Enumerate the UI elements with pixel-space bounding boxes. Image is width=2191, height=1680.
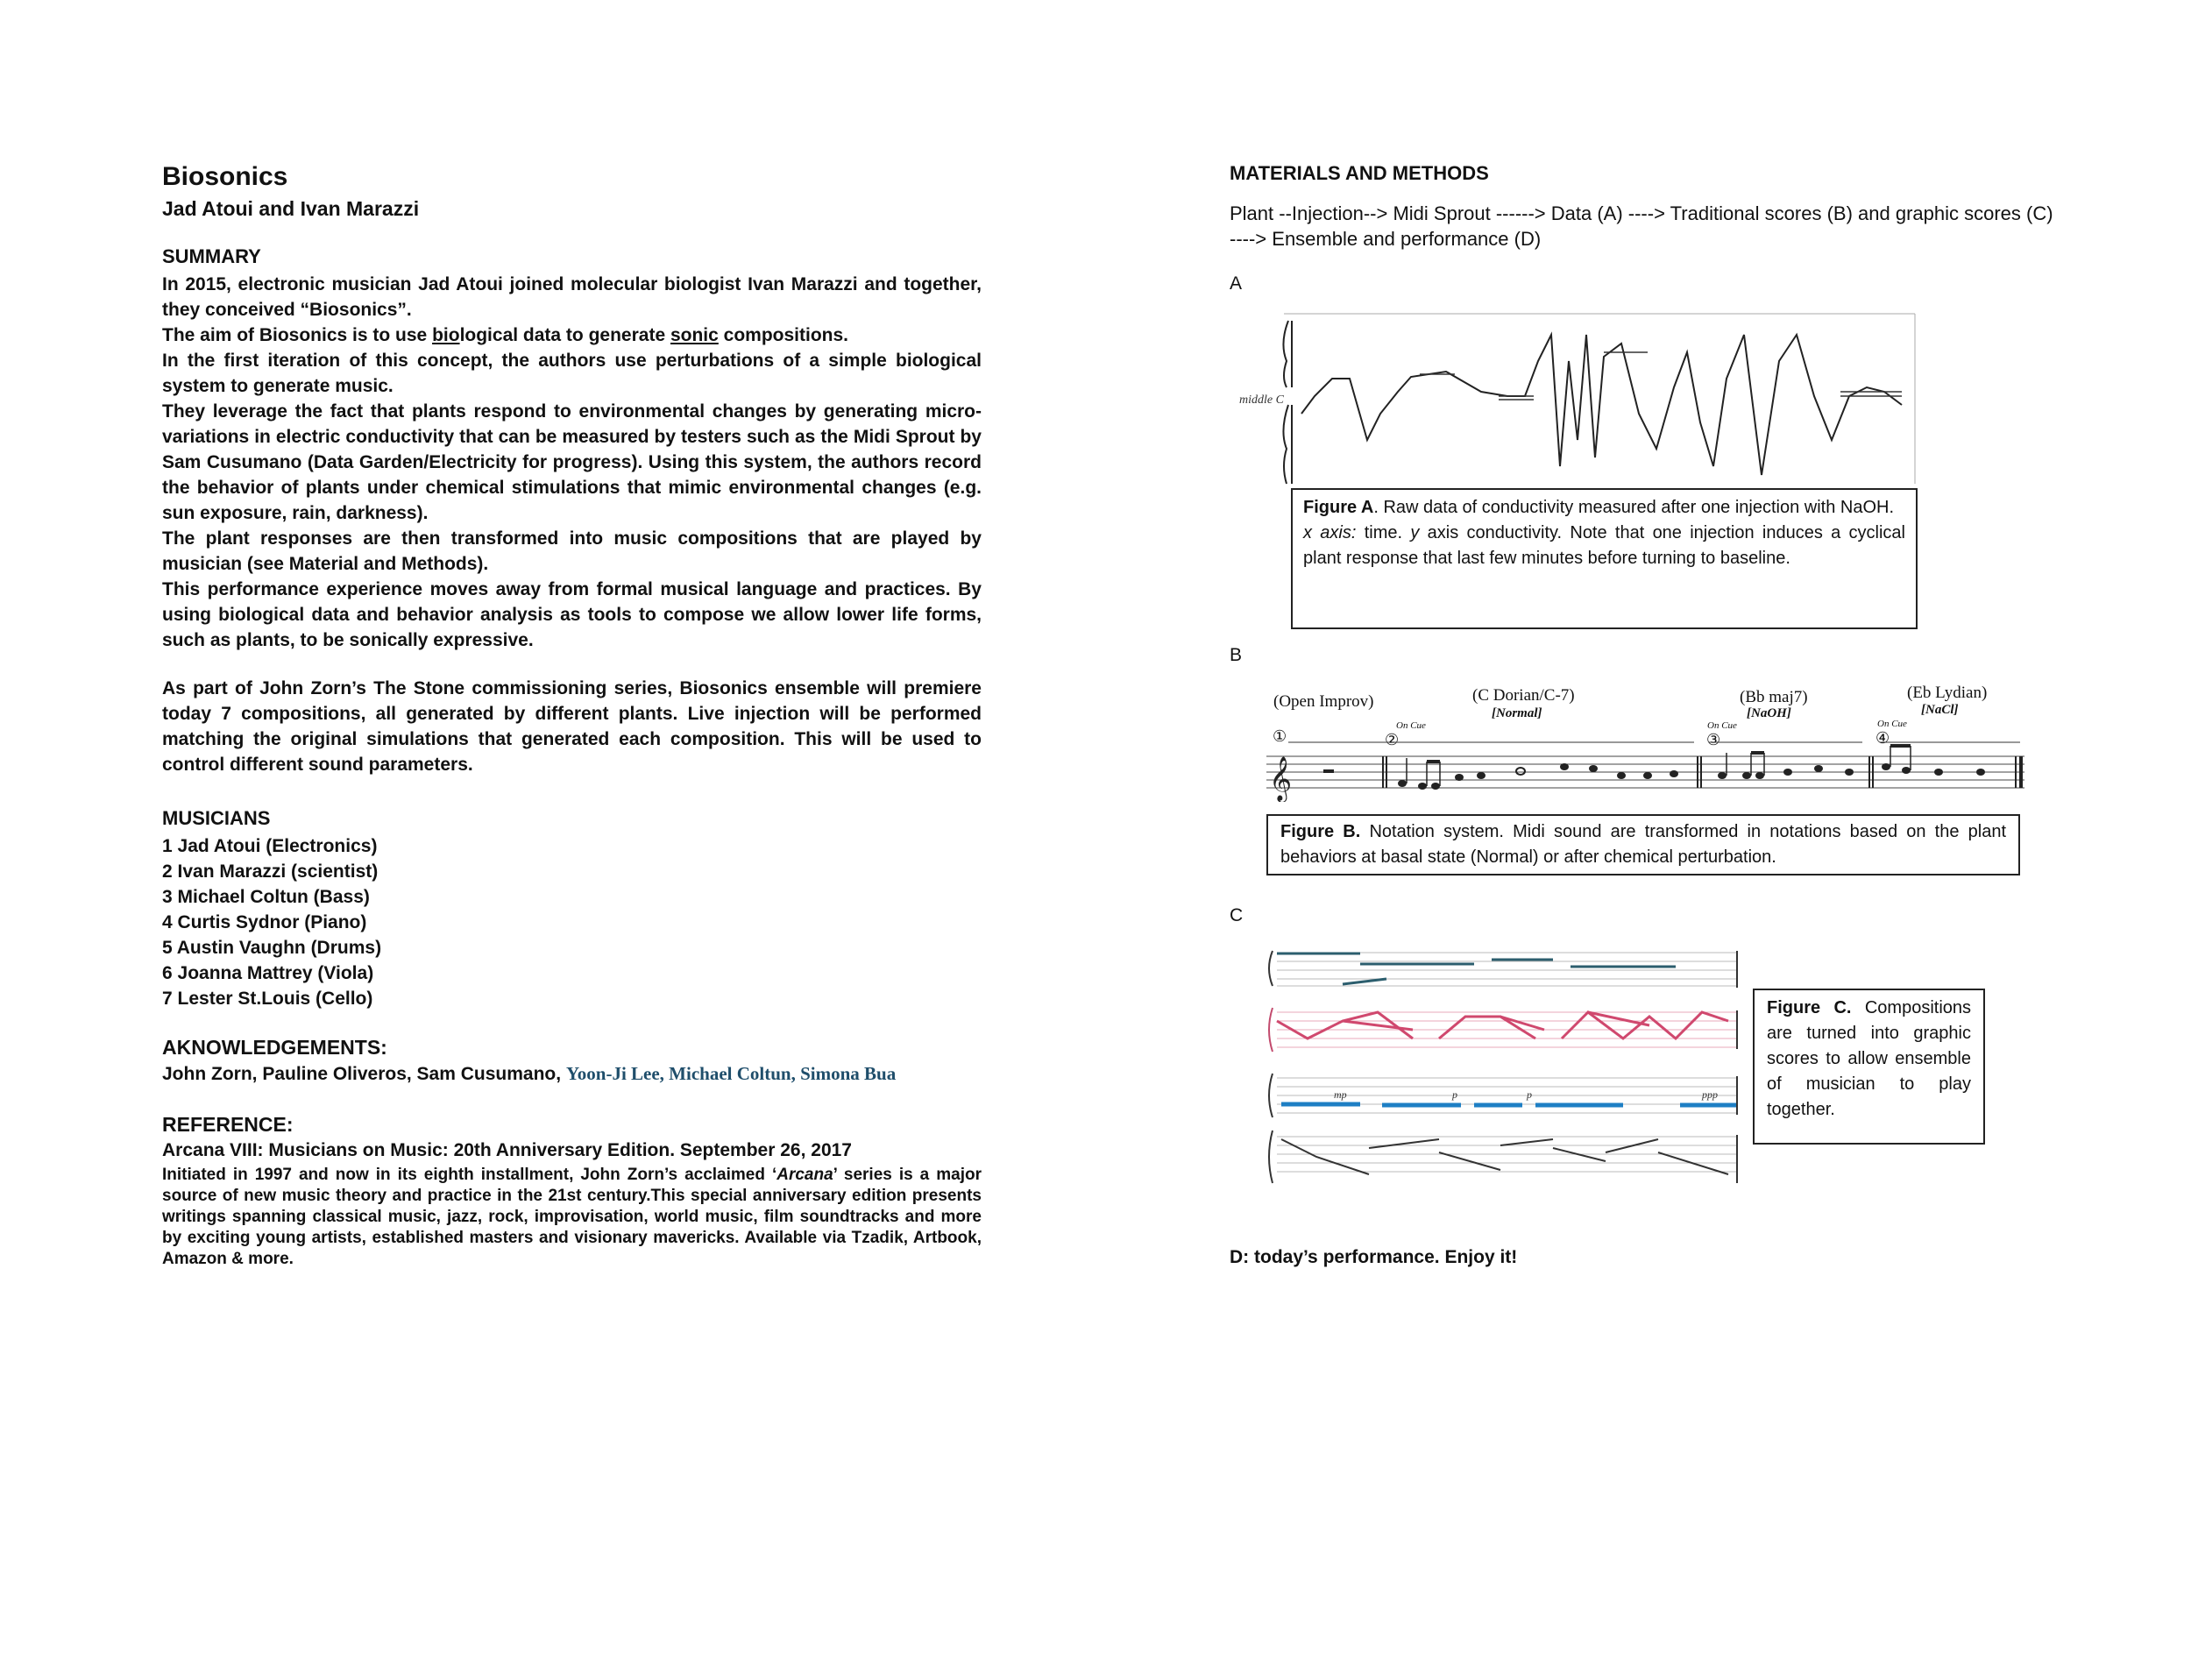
figure-a-caption <box>1291 488 1918 629</box>
underlined-sonic: sonic <box>670 325 719 345</box>
rehearsal-1: ① <box>1273 727 1287 745</box>
acknowledgements-heading: AKNOWLEDGEMENTS: <box>162 1036 387 1059</box>
figure-b-staff <box>1262 732 2033 802</box>
list-item: 1 Jad Atoui (Electronics) <box>162 836 378 856</box>
score-braces <box>1269 951 1273 1183</box>
figure-a-x-axis: x axis: <box>1303 523 1357 542</box>
figure-c-label: C <box>1230 905 1244 925</box>
label-naoh: [NaOH] <box>1747 706 1791 720</box>
noteheads <box>1398 763 1985 790</box>
summary-section <box>162 245 982 653</box>
musicians-list <box>162 833 982 1011</box>
figure-c-caption <box>1753 989 1985 1145</box>
label-c-dorian: (C Dorian/C-7) <box>1472 686 1575 705</box>
middle-c-label: middle C <box>1239 393 1284 407</box>
summary-paragraph-3: In the first iteration of this concept, the authors use perturbations of a simple biological system to generate music. <box>162 351 982 396</box>
label-normal: [Normal] <box>1492 706 1542 720</box>
summary-p2-text-3: compositions. <box>718 325 849 345</box>
methods-flow: Plant --Injection--> Midi Sprout ------> Data (A) ----> Traditional scores (B) and graphic scores (C) ----> Ensemble and performance (D) <box>1230 202 2053 250</box>
figure-a-caption-text: . Raw data of conductivity measured after one injection with NaOH. <box>1373 498 1894 517</box>
materials-methods-heading: MATERIALS AND METHODS <box>1230 162 1489 184</box>
figure-b-caption-label: Figure B. <box>1280 822 1361 841</box>
on-cue-3: On Cue <box>1877 719 1907 729</box>
acknowledgements-section <box>162 1036 982 1085</box>
label-nacl: [NaCl] <box>1921 703 1959 717</box>
musicians-section <box>162 807 982 1011</box>
on-cue-2: On Cue <box>1707 720 1737 731</box>
dynamic-mp: mp <box>1334 1088 1347 1101</box>
reference-section <box>162 1113 982 1270</box>
conductivity-trace <box>1301 335 1902 475</box>
list-item: 2 Ivan Marazzi (scientist) <box>162 861 379 882</box>
summary-p2-text: The aim of Biosonics is to use <box>162 325 433 345</box>
figure-a-plot <box>1236 308 1919 491</box>
reference-heading: REFERENCE: <box>162 1113 294 1136</box>
ref-body-text: Initiated in 1997 and now in its eighth installment, John Zorn’s acclaimed ‘ <box>162 1166 777 1184</box>
label-open-improv: (Open Improv) <box>1273 692 1374 711</box>
dynamic-p-1: p <box>1452 1088 1457 1101</box>
figure-a-label: A <box>1230 273 1243 294</box>
figure-a-y-axis: y <box>1410 523 1420 542</box>
left-column <box>162 162 982 1270</box>
ref-body-text-2: ’ series is a major source of new music theory and practice in the 21st century.This special anniversary edition presents writings spanning classical music, jazz, rock, improvisation, world music, film soundtracks and more by exciting young artists, established masters and visionary mavericks. Available via Tzadik, Artbook, Amazon & more. <box>162 1166 982 1268</box>
performance-line: D: today’s performance. Enjoy it! <box>1230 1247 1518 1267</box>
staff-block-4-marks <box>1281 1139 1728 1174</box>
dynamic-ppp: ppp <box>1702 1088 1718 1101</box>
summary-paragraph-1: In 2015, electronic musician Jad Atoui joined molecular biologist Ivan Marazzi and together, they conceived “Biosonics”. <box>162 274 982 320</box>
summary-paragraph-6: This performance experience moves away from formal musical language and practices. By using biological data and behavior analysis as tools to compose we allow lower life forms, such as plants, to be sonically expressive. <box>162 579 982 650</box>
ref-body-arcana: Arcana <box>776 1166 833 1184</box>
underlined-bio: bio <box>432 325 460 345</box>
brace-bottom <box>1283 405 1288 484</box>
figure-c-caption-label: Figure C. <box>1767 998 1852 1017</box>
stone-paragraph: As part of John Zorn’s The Stone commissioning series, Biosonics ensemble will premiere today 7 compositions, all generated by different plants. Live injection will be performed matching the original simulations that generated each composition. This will be used to control different sound parameters. <box>162 678 982 775</box>
brace-top <box>1283 321 1288 387</box>
label-bb-maj7: (Bb maj7) <box>1740 688 1808 706</box>
reference-body <box>162 1165 982 1270</box>
treble-clef-icon: 𝄞 <box>1269 756 1293 801</box>
ack-names-primary: John Zorn, Pauline Oliveros, Sam Cusumano, <box>162 1064 566 1084</box>
list-item: 4 Curtis Sydnor (Piano) <box>162 912 367 932</box>
summary-paragraph-5: The plant responses are then transformed into music compositions that are played by musician (see Material and Methods). <box>162 528 982 574</box>
list-item: 5 Austin Vaughn (Drums) <box>162 938 382 958</box>
list-item: 7 Lester St.Louis (Cello) <box>162 989 373 1009</box>
reference-title: Arcana VIII: Musicians on Music: 20th Anniversary Edition. September 26, 2017 <box>162 1140 852 1160</box>
authors: Jad Atoui and Ivan Marazzi <box>162 197 420 220</box>
summary-paragraph-2 <box>162 323 982 348</box>
figure-b-label: B <box>1230 645 1243 665</box>
label-eb-lydian: (Eb Lydian) <box>1907 684 1988 702</box>
rehearsal-2: ② <box>1385 731 1400 748</box>
list-item: 3 Michael Coltun (Bass) <box>162 887 370 907</box>
figure-a-caption-text-2: axis conductivity. Note that one injection induces a cyclical plant response that last few minutes before turning to baseline. <box>1303 523 1905 568</box>
figure-b-caption <box>1266 814 2020 875</box>
trace-ticks <box>1420 352 1902 400</box>
ack-names-secondary: Yoon-Ji Lee, Michael Coltun, Simona Bua <box>565 1063 897 1084</box>
list-item: 6 Joanna Mattrey (Viola) <box>162 963 374 983</box>
acknowledgements-names <box>162 1063 982 1085</box>
rehearsal-4: ④ <box>1875 729 1890 747</box>
summary-p2-text-2: logical data to generate <box>459 325 670 345</box>
summary-heading: SUMMARY <box>162 245 261 267</box>
document-title: Biosonics <box>162 162 288 191</box>
staff-block-1-marks <box>1277 953 1676 984</box>
dynamic-p-2: p <box>1527 1088 1532 1101</box>
right-column <box>1230 162 2053 252</box>
figure-a-time: time. <box>1356 523 1411 542</box>
figure-c-graphic-score <box>1237 942 1746 1192</box>
on-cue-1: On Cue <box>1396 720 1426 731</box>
figure-a-caption-label: Figure A <box>1303 498 1374 517</box>
figure-c-caption-text: Compositions are turned into graphic scores to allow ensemble of musician to play together. <box>1767 998 1972 1119</box>
staff-block-1 <box>1277 953 1737 986</box>
summary-paragraph-4: They leverage the fact that plants respond to environmental changes by generating micro-variations in electric conductivity that can be measured by testers such as the Midi Sprout by Sam Cusumano (Data Garden/Electricity for progress). Using this system, the authors record the behavior of plants under chemical stimulations that mimic environmental changes (e.g. sun exposure, rain, darkness). <box>162 401 982 523</box>
staff-block-2-marks <box>1277 1012 1728 1038</box>
musicians-heading: MUSICIANS <box>162 807 271 829</box>
rehearsal-3: ③ <box>1706 731 1721 748</box>
figure-b-caption-text: Notation system. Midi sound are transformed in notations based on the plant behaviors at basal state (Normal) or after chemical perturbation. <box>1280 822 2007 867</box>
